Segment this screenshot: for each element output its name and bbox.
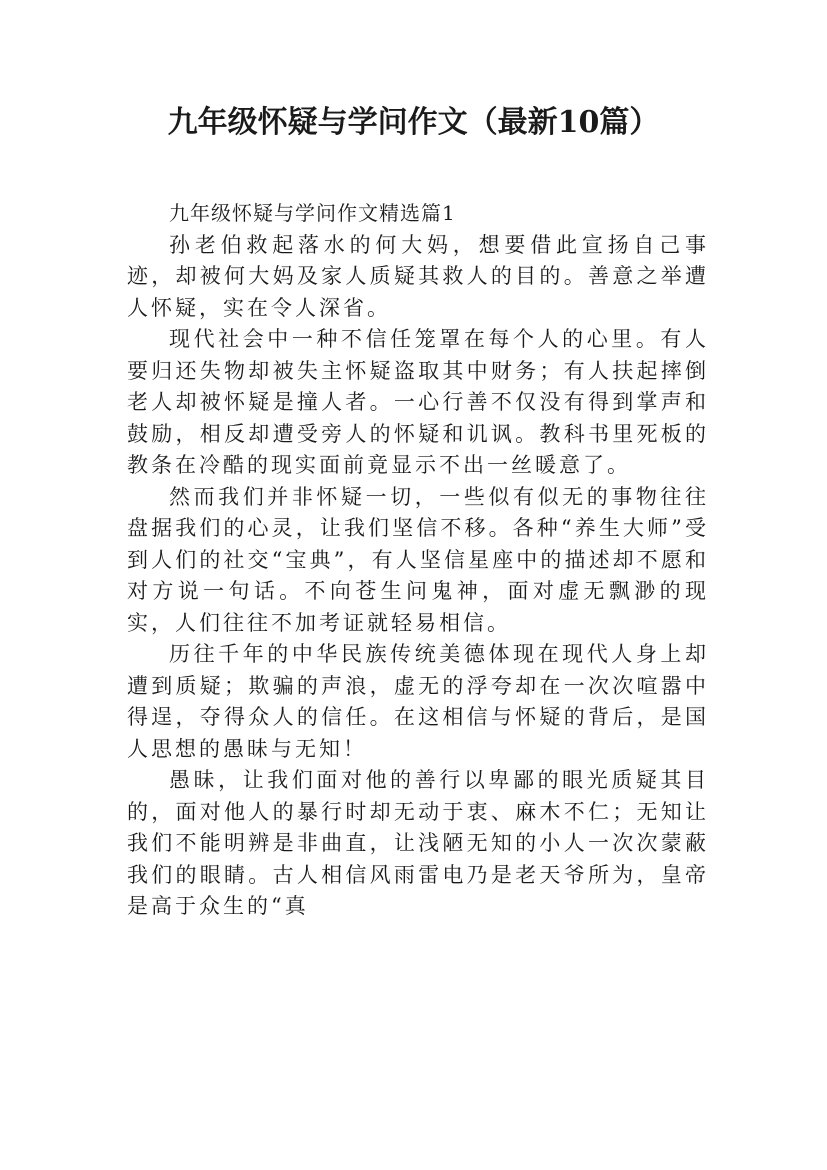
paragraph-2: 现代社会中一种不信任笼罩在每个人的心里。有人要归还失物却被失主怀疑盗取其中财务；有人扶起摔倒老人却被怀疑是撞人者。一心行善不仅没有得到掌声和鼓励，相反却遭受旁人的怀疑和讥讽。教科书里死板的教条在冷酷的现实面前竟显示不出一丝暖意了。 bbox=[127, 327, 709, 477]
paragraph-5: 愚昧，让我们面对他的善行以卑鄙的眼光质疑其目的，面对他人的暴行时却无动于衷、麻木不仁；无知让我们不能明辨是非曲直，让浅陋无知的小人一次次蒙蔽我们的眼睛。古人相信风雨雷电乃是老天爷所为，皇帝是高于众生的“真 bbox=[127, 768, 709, 918]
paragraph-3: 然而我们并非怀疑一切，一些似有似无的事物往往盘据我们的心灵，让我们坚信不移。各种“养生大师”受到人们的社交“宝典”，有人坚信星座中的描述却不愿和对方说一句话。不向苍生问鬼神，面对虚无飘渺的现实，人们往往不加考证就轻易相信。 bbox=[127, 484, 709, 635]
paragraph-1: 孙老伯救起落水的何大妈，想要借此宣扬自己事迹，却被何大妈及家人质疑其救人的目的。善意之举遭人怀疑，实在令人深省。 bbox=[127, 232, 709, 320]
section-heading: 九年级怀疑与学问作文精选篇1 bbox=[169, 201, 456, 225]
paragraph-4: 历往千年的中华民族传统美德体现在现代人身上却遭到质疑；欺骗的声浪，虚无的浮夸却在一次次喧嚣中得逞，夺得众人的信任。在这相信与怀疑的背后，是国人思想的愚昧与无知！ bbox=[127, 642, 709, 761]
article-body bbox=[127, 198, 709, 923]
document-title: 九年级怀疑与学问作文（最新10篇） bbox=[167, 105, 660, 140]
